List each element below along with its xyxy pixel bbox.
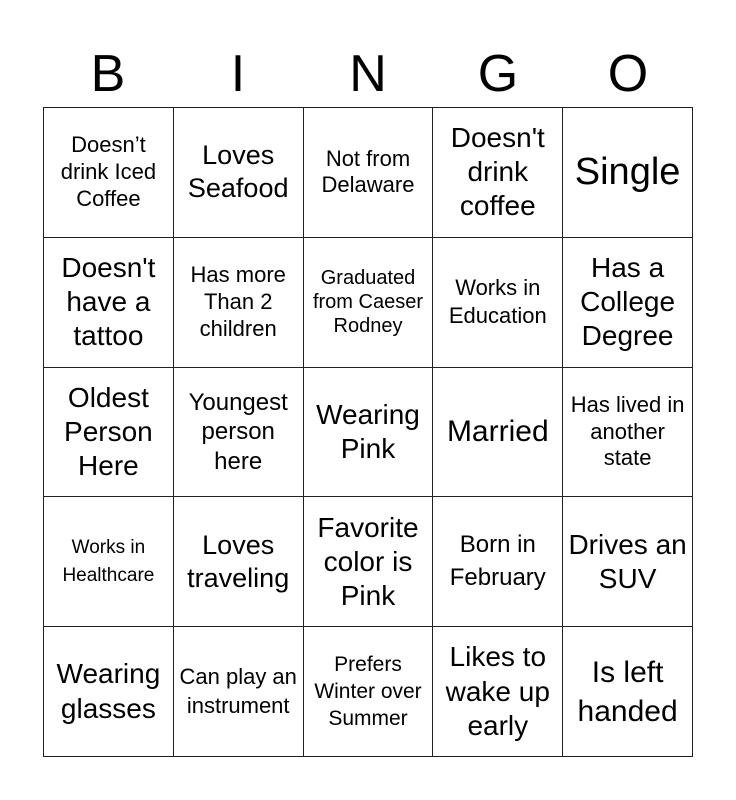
cell-text: Loves Seafood — [187, 140, 289, 204]
cell-text: Oldest Person Here — [64, 381, 153, 482]
cell-text: Has a College Degree — [580, 251, 676, 352]
cell-text: Likes to wake up early — [445, 641, 550, 741]
header-letter-i: I — [230, 45, 246, 103]
cell-text: Doesn't have a tattoo — [61, 251, 156, 352]
cell-text: Wearing glasses — [56, 658, 161, 724]
bingo-cell[interactable] — [433, 627, 563, 757]
cell-text: Not from Delaware — [321, 145, 415, 198]
cell-text: Loves traveling — [187, 529, 290, 593]
cell-text: Graduated from Caeser Rodney — [312, 267, 423, 338]
cell-text: Youngest person here — [188, 389, 288, 475]
cell-text: Is left handed — [577, 655, 678, 728]
bingo-cell[interactable] — [44, 497, 174, 627]
cell-text: Has more Than 2 children — [190, 261, 286, 341]
cell-text: Doesn't drink coffee — [450, 122, 545, 222]
bingo-cell[interactable] — [563, 497, 693, 627]
header-letter-o: O — [607, 45, 649, 103]
header-letter-g: G — [477, 45, 519, 103]
header-letter-n: N — [349, 45, 387, 103]
header-letter-b: B — [90, 45, 126, 103]
cell-text: Wearing Pink — [316, 398, 420, 464]
bingo-cell[interactable] — [174, 497, 304, 627]
bingo-cell[interactable] — [174, 108, 304, 238]
cell-text: Has lived in another state — [570, 391, 685, 471]
bingo-cell[interactable] — [44, 108, 174, 238]
cell-text: Can play an instrument — [179, 664, 297, 718]
bingo-cell[interactable] — [563, 108, 693, 238]
bingo-cell[interactable] — [563, 238, 693, 368]
bingo-cell[interactable] — [44, 368, 174, 498]
cell-text: Works in Education — [448, 274, 547, 329]
cell-text: Drives an SUV — [568, 528, 687, 594]
bingo-cell[interactable] — [563, 627, 693, 757]
bingo-cell[interactable] — [304, 238, 434, 368]
cell-text: Born in February — [449, 531, 546, 591]
bingo-cell[interactable] — [563, 368, 693, 498]
cell-text: Doesn’t drink Iced Coffee — [60, 132, 157, 211]
bingo-board — [43, 107, 693, 757]
bingo-cell[interactable] — [304, 108, 434, 238]
cell-text: Single — [574, 151, 681, 194]
bingo-cell[interactable] — [174, 627, 304, 757]
bingo-cell[interactable] — [174, 238, 304, 368]
cell-text: Prefers Winter over Summer — [314, 652, 422, 731]
bingo-cell[interactable] — [433, 368, 563, 498]
bingo-cell[interactable] — [304, 627, 434, 757]
bingo-cell[interactable] — [433, 108, 563, 238]
bingo-cell[interactable] — [433, 238, 563, 368]
bingo-cell[interactable] — [304, 368, 434, 498]
bingo-cell[interactable] — [44, 627, 174, 757]
cell-text: Favorite color is Pink — [317, 511, 419, 611]
cell-text: Married — [446, 414, 549, 448]
bingo-cell[interactable] — [433, 497, 563, 627]
bingo-header — [43, 40, 693, 108]
bingo-cell[interactable] — [304, 497, 434, 627]
bingo-cell[interactable] — [44, 238, 174, 368]
cell-text: Works in Healthcare — [62, 537, 155, 586]
bingo-cell[interactable] — [174, 368, 304, 498]
